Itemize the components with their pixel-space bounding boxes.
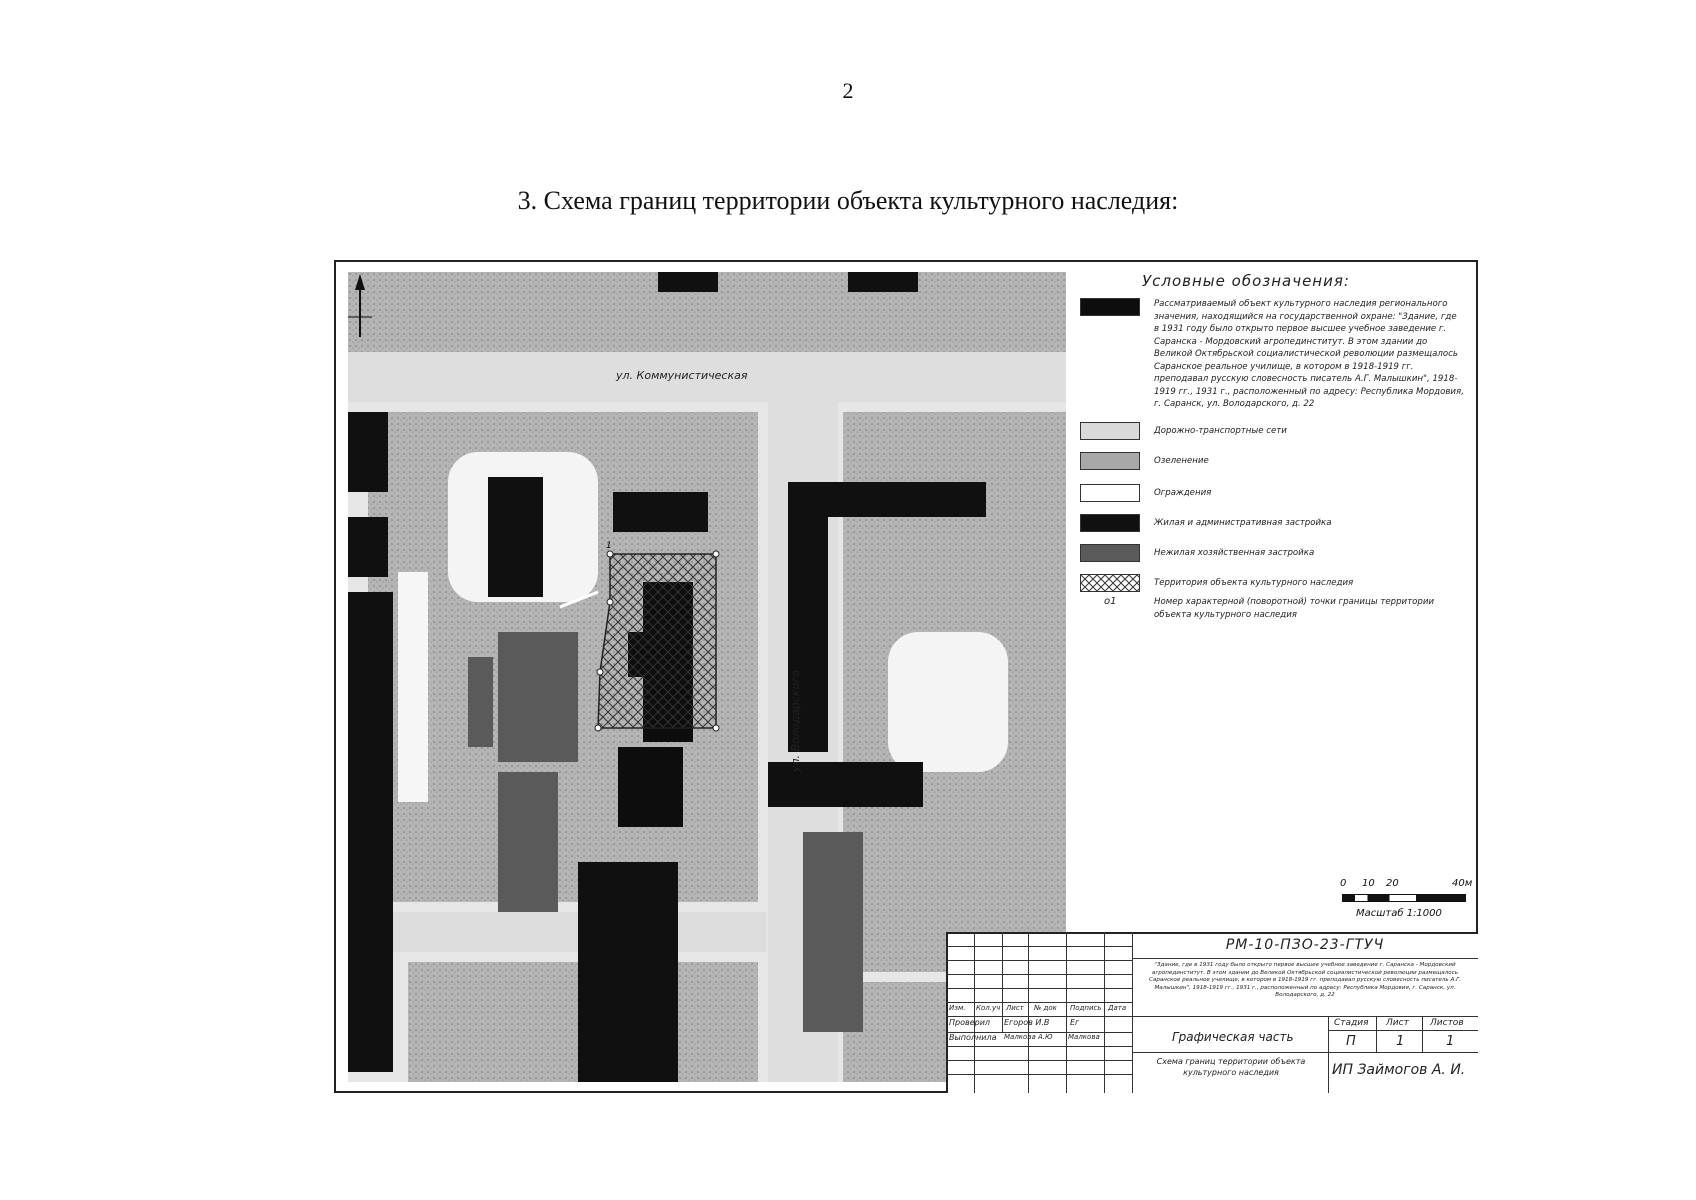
residential-building — [348, 592, 393, 1072]
stamp-organization: ИП Займогов А. И. — [1332, 1062, 1466, 1078]
stamp-sheets-label: Листов — [1430, 1018, 1464, 1028]
stamp-header: Изм. — [949, 1004, 966, 1012]
legend-title: Условные обозначения: — [1142, 272, 1350, 290]
nonresidential-building — [803, 832, 863, 1032]
road-inner — [348, 912, 766, 952]
residential-building — [828, 482, 986, 517]
scale-bar — [1340, 878, 1480, 938]
legend-text-residential: Жилая и административная застройка — [1154, 518, 1332, 528]
stamp-header: Лист — [1006, 1004, 1024, 1012]
scale-tick: 0 — [1340, 878, 1347, 889]
legend-text-greenery: Озеленение — [1154, 456, 1209, 466]
legend-swatch-greenery — [1080, 452, 1140, 470]
residential-building — [613, 492, 708, 532]
document-heading: 3. Схема границ территории объекта культурного наследия: — [517, 186, 1179, 215]
stamp-section: Графическая часть — [1172, 1030, 1294, 1044]
scale-tick: 10 — [1362, 878, 1375, 889]
legend-symbol-point: о1 — [1104, 596, 1117, 607]
nonresidential-building — [468, 657, 493, 747]
legend-swatch-fences — [1080, 484, 1140, 502]
stamp-header: Подпись — [1070, 1004, 1102, 1012]
stamp-stage-value: П — [1346, 1034, 1356, 1049]
scale-tick: 40м — [1452, 878, 1473, 889]
legend-text-roads: Дорожно-транспортные сети — [1154, 426, 1287, 436]
nonresidential-building — [498, 632, 578, 762]
stamp-header: Кол.уч — [976, 1004, 1001, 1012]
legend-swatch-residential — [1080, 514, 1140, 532]
stamp-sheets-value: 1 — [1446, 1034, 1455, 1049]
heritage-territory — [598, 554, 716, 728]
street-label-volodarskogo: ул. Володарского — [789, 670, 802, 772]
drawing-code: РМ-10-ПЗО-23-ГТУЧ — [1225, 937, 1385, 953]
legend-text-fences: Ограждения — [1154, 488, 1212, 498]
residential-building — [488, 477, 543, 597]
boundary-point — [607, 551, 613, 557]
scale-label: Масштаб 1:1000 — [1356, 908, 1442, 919]
residential-building — [578, 862, 678, 1082]
nonresidential-building — [498, 772, 558, 912]
stamp-signature: Малкова — [1068, 1033, 1100, 1041]
boundary-point — [713, 725, 719, 731]
boundary-point — [607, 599, 613, 605]
scale-graphic — [1342, 894, 1466, 902]
stamp-role: Выполнила — [949, 1033, 997, 1042]
residential-building — [848, 272, 918, 292]
stamp-signature: Ег — [1070, 1018, 1080, 1027]
boundary-point — [713, 551, 719, 557]
legend-swatch-roads — [1080, 422, 1140, 440]
legend-swatch-territory — [1080, 574, 1140, 592]
legend — [1068, 270, 1478, 830]
stamp-header: № док — [1034, 1004, 1057, 1012]
legend-text-object: Рассматриваемый объект культурного наследия регионального значения, находящийся на государственной охране: "Здание, где в 1931 году было открыто первое высшее учебное заведение г. Саранска - Мордовский агропединститут. В этом здании до Великой Октябрьской социалистической революции размещалось Саранское реальное училище, в котором в 1918-1919 гг. преподавал русскую словесность писатель А.Г. Малышкин", 1918-1919 гг., 1931 г., расположенный по адресу: Республика Мордовия, г. Саранск, ул. Володарского, д. 22 — [1154, 299, 1464, 409]
legend-text-territory: Территория объекта культурного наследия — [1154, 578, 1354, 588]
stamp-sheet-value: 1 — [1396, 1034, 1405, 1049]
page-number: 2 — [842, 78, 854, 103]
footpath — [398, 572, 428, 802]
legend-swatch-nonresidential — [1080, 544, 1140, 562]
point-marker-label: 1 — [606, 541, 612, 551]
residential-building — [658, 272, 718, 292]
boundary-point — [597, 669, 603, 675]
residential-building — [348, 517, 388, 577]
stamp-header: Дата — [1108, 1004, 1127, 1012]
stamp-stage-label: Стадия — [1334, 1018, 1369, 1028]
heritage-object — [618, 747, 683, 827]
stamp-signer-name: Егоров И.В — [1004, 1018, 1050, 1027]
street-label-kommunisticheskaya: ул. Коммунистическая — [616, 369, 748, 382]
stamp-drawing-title: Схема границ территории объекта культурного наследия — [1156, 1057, 1306, 1077]
residential-building — [348, 412, 388, 492]
scale-tick: 20 — [1386, 878, 1399, 889]
title-block — [946, 932, 1478, 1093]
legend-swatch-object — [1080, 298, 1140, 316]
legend-text-nonresidential: Нежилая хозяйственная застройка — [1154, 548, 1315, 558]
legend-text-point: Номер характерной (поворотной) точки границы территории объекта культурного наследия — [1154, 597, 1435, 620]
east-courtyard — [888, 632, 1008, 772]
stamp-sheet-label: Лист — [1386, 1018, 1409, 1028]
boundary-point — [595, 725, 601, 731]
stamp-object-description: "Здание, где в 1931 году было открыто первое высшее учебное заведение г. Саранска - Мордовский агропединститут. В этом здании до Великой Октябрьской социалистической революции размещалось Саранское реальное училище, в котором в 1918-1919 гг. преподавал русскую словесность писатель А.Г. Малышкин", 1918-1919 гг., 1931 г., расположенный по адресу: Республика Мордовия, г. Саранск, ул. Володарского, д. 22 — [1149, 962, 1461, 999]
stamp-signer-name: Малкова А.Ю — [1004, 1033, 1053, 1041]
stamp-role: Проверил — [949, 1018, 991, 1027]
